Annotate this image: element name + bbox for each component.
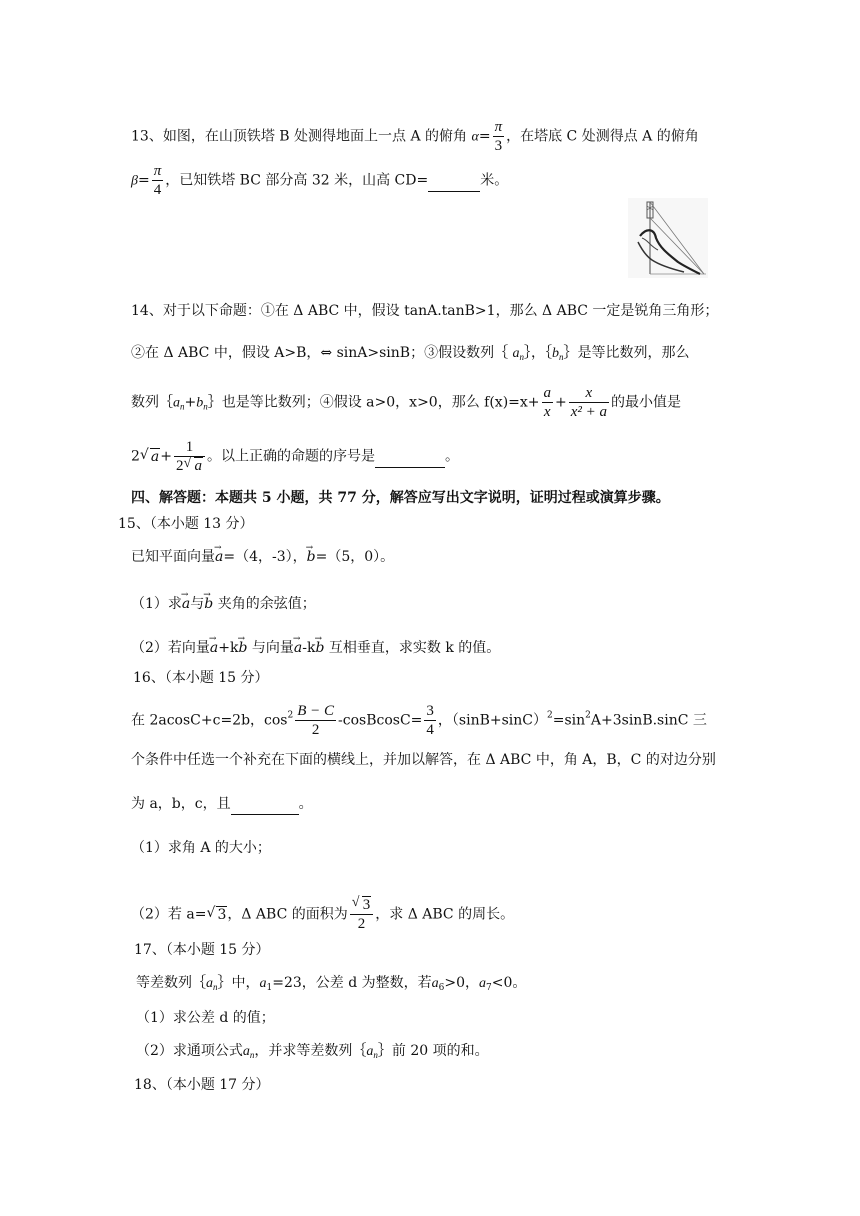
fraction-pi-over-3: $\frac{\pi}{3}$ bbox=[494, 119, 503, 154]
q14-line1: 14、对于以下命题：①在 Δ ABC 中，假设 tanA.tanB>1，那么 Δ ABC 一定是锐角三角形； bbox=[131, 303, 719, 319]
answer-blank bbox=[231, 794, 299, 815]
q14-line2: ②在 Δ ABC 中，假设 A>B，⇔ sinA>sinB；③假设数列｛ $a_n\}$，$\{b_n\}$是等比数列，那么 bbox=[131, 345, 690, 362]
q15-part1: （1）求→ a与→ b 夹角的余弦值； bbox=[131, 594, 316, 614]
q16-header: 16、（本小题 15 分） bbox=[133, 670, 269, 686]
q17-line1: 等差数列$\{a_n\}$中，$a_1=23$，公差 d 为整数，若$a_6>0$，$a_7<0$。 bbox=[136, 975, 527, 993]
q17-header: 17、（本小题 15 分） bbox=[134, 942, 270, 958]
fraction-b-minus-c-over-2: $\frac{B - C}{2}$ bbox=[297, 703, 335, 738]
q16-part1: （1）求角 A 的大小； bbox=[131, 840, 271, 856]
answer-blank bbox=[428, 171, 480, 192]
sqrt-3: √ 3 bbox=[206, 904, 227, 923]
fraction-pi-over-4: $\frac{\pi}{4}$ bbox=[153, 163, 162, 198]
q15-header: 15、（本小题 13 分） bbox=[118, 516, 254, 532]
q18-header: 18、（本小题 17 分） bbox=[134, 1077, 270, 1093]
q17-part2: （2）求通项公式$a_n$，并求等差数列$\{a_n\}$前 20 项的和。 bbox=[136, 1043, 489, 1060]
q14-line4: 2 √ a+ 1 2 √ a 。以上正确的命题的序号是 。 bbox=[131, 439, 460, 474]
fraction-x-over-x2a: $\frac{x}{\text{x² + a}}$ bbox=[570, 385, 608, 420]
q17-part1: （1）求公差 d 的值； bbox=[136, 1010, 275, 1026]
q15-part2: （2）若向量→ a+k→ b 与向量→ a-k→ b 互相垂直，求实数 k 的值。 bbox=[131, 638, 500, 658]
fraction-3-over-4: $\frac{3}{4}$ bbox=[426, 703, 434, 738]
answer-blank bbox=[375, 447, 445, 468]
tower-figure bbox=[628, 198, 708, 278]
sqrt-a: √ a bbox=[139, 446, 160, 465]
q13-line1: 13、如图，在山顶铁塔 B 处测得地面上一点 A 的俯角 α= $\frac{\pi}{3}$ ，在塔底 C 处测得点 A 的俯角 bbox=[131, 119, 699, 154]
fraction-1-over-2sqrta: 1 2 √ a bbox=[174, 438, 205, 475]
fraction-sqrt3-over-2: √ 3 2 bbox=[350, 896, 374, 933]
q16-line3: 为 a，b，c，且 。 bbox=[131, 794, 313, 815]
q15-given: 已知平面向量→ a=（4，-3），→ b=（5，0）。 bbox=[131, 547, 394, 567]
q16-line1: 在 2acosC+c=2b，$\cos^2$ $\frac{B - C}{2}$ -cosBcosC= $\frac{3}{4}$ ，$(\sin B+\sin C)^2=\sin^2A+3\sin B.\sin C$ 三 bbox=[131, 703, 707, 738]
q14-line3: 数列$\{a_n+b_n\}$也是等比数列；④假设 a>0，x>0，那么 f(x)=x+ $\frac{a}{x}$ + $\frac{x}{\text{x² + a}}$ 的最小值是 bbox=[131, 385, 682, 420]
fraction-a-over-x: $\frac{a}{x}$ bbox=[543, 385, 552, 420]
q16-line2: 个条件中任选一个补充在下面的横线上，并加以解答，在 Δ ABC 中，角 A，B，C 的对边分别 bbox=[131, 752, 716, 768]
q16-part2: （2）若 a= √ 3，Δ ABC 的面积为 √ 3 2 ，求 Δ ABC 的周长。 bbox=[131, 895, 515, 932]
q13-number: 13、 bbox=[131, 128, 163, 145]
section-heading: 四、解答题：本题共 5 小题，共 77 分，解答应写出文字说明，证明过程或演算步骤。 bbox=[131, 490, 670, 506]
q13-line2: β= $\frac{\pi}{4}$ ，已知铁塔 BC 部分高 32 米，山高 CD= 米。 bbox=[131, 163, 509, 198]
